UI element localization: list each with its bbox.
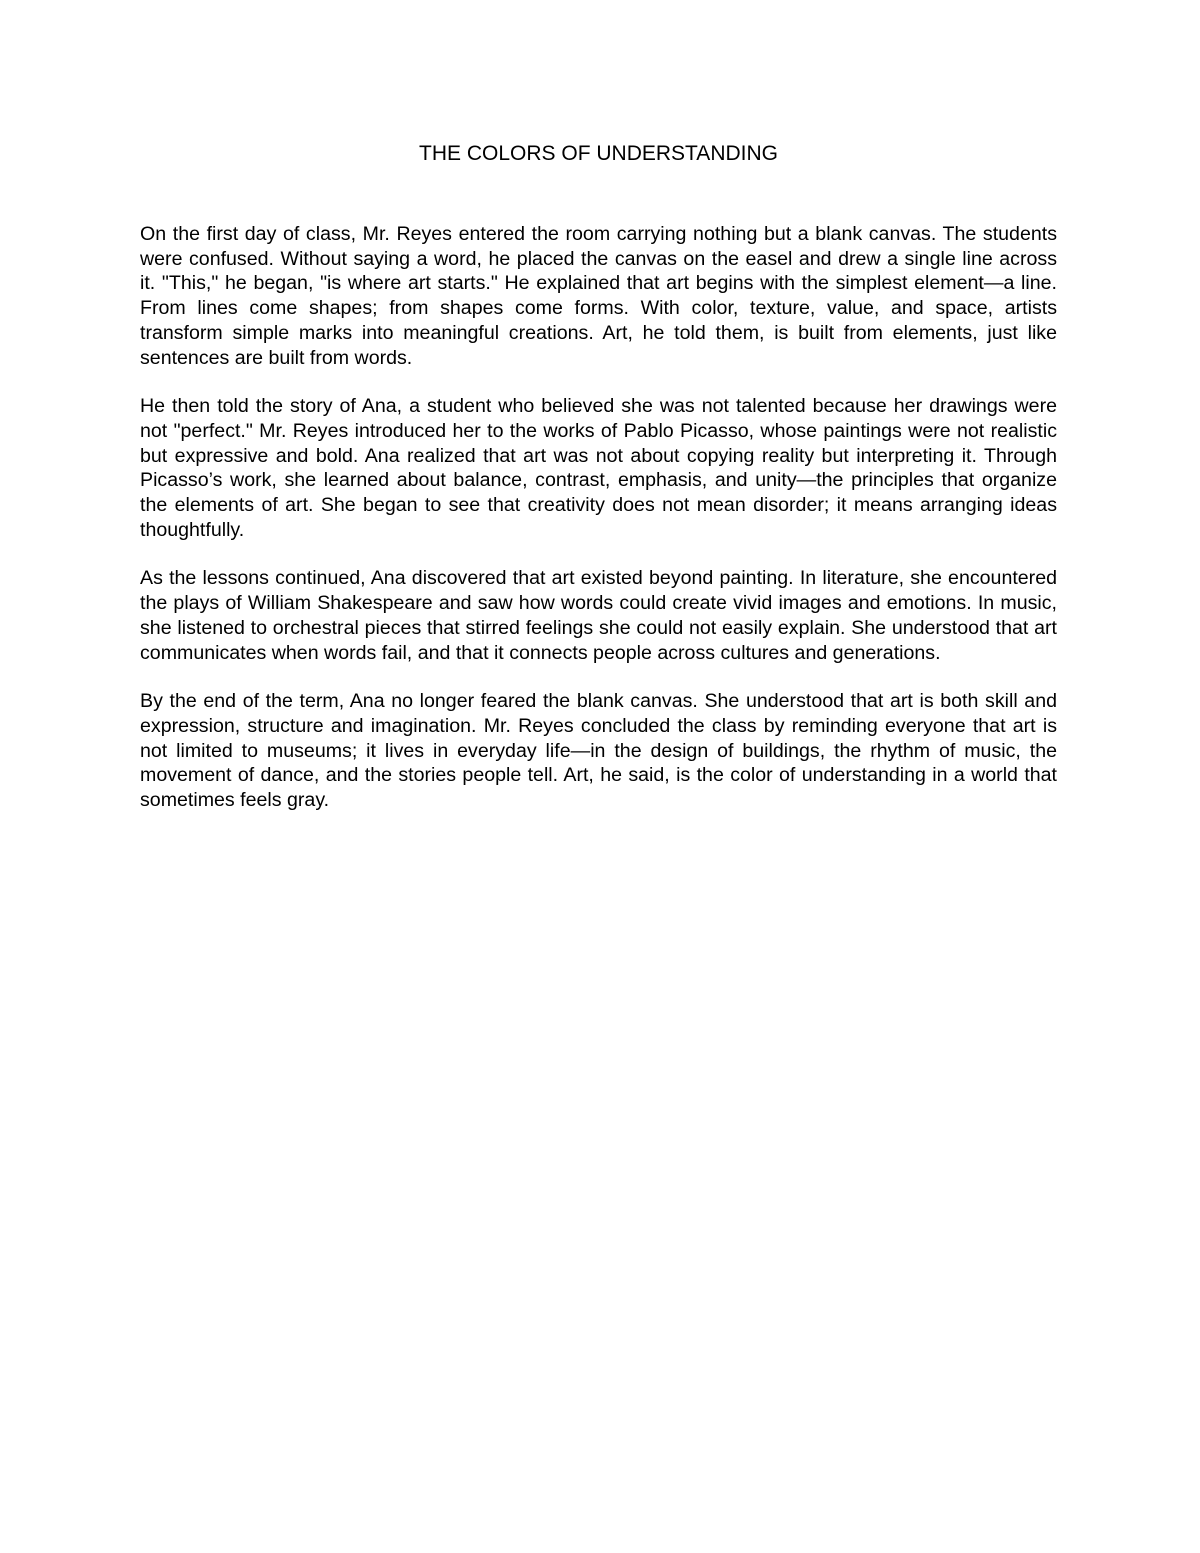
paragraph-1: On the first day of class, Mr. Reyes entered the room carrying nothing but a blank canvas. The students were confused. Without saying a word, he placed the canvas on the easel and drew a single line across it. "This," he began, "is where art starts." He explained that art begins with the simplest element—a line. From lines come shapes; from shapes come forms. With color, texture, value, and space, artists transform simple marks into meaningful creations. Art, he told them, is built from elements, just like sentences are built from words. bbox=[140, 223, 1057, 369]
paragraph-4: By the end of the term, Ana no longer feared the blank canvas. She understood that art is both skill and expression, structure and imagination. Mr. Reyes concluded the class by reminding everyone that art is not limited to museums; it lives in everyday life—in the design of buildings, the rhythm of music, the movement of dance, and the stories people tell. Art, he said, is the color of understanding in a world that sometimes feels gray. bbox=[140, 690, 1057, 812]
document-title: THE COLORS OF UNDERSTANDING bbox=[419, 142, 778, 165]
document-body bbox=[140, 222, 1057, 837]
paragraph-2: He then told the story of Ana, a student who believed she was not talented because her drawings were not "perfect." Mr. Reyes introduced her to the works of Pablo Picasso, whose paintings were not realistic but expressive and bold. Ana realized that art was not about copying reality but interpreting it. Through Picasso’s work, she learned about balance, contrast, emphasis, and unity—the principles that organize the elements of art. She began to see that creativity does not mean disorder; it means arranging ideas thoughtfully. bbox=[140, 395, 1057, 541]
paragraph-3: As the lessons continued, Ana discovered that art existed beyond painting. In literature, she encountered the plays of William Shakespeare and saw how words could create vivid images and emotions. In music, she listened to orchestral pieces that stirred feelings she could not easily explain. She understood that art communicates when words fail, and that it connects people across cultures and generations. bbox=[140, 567, 1057, 664]
